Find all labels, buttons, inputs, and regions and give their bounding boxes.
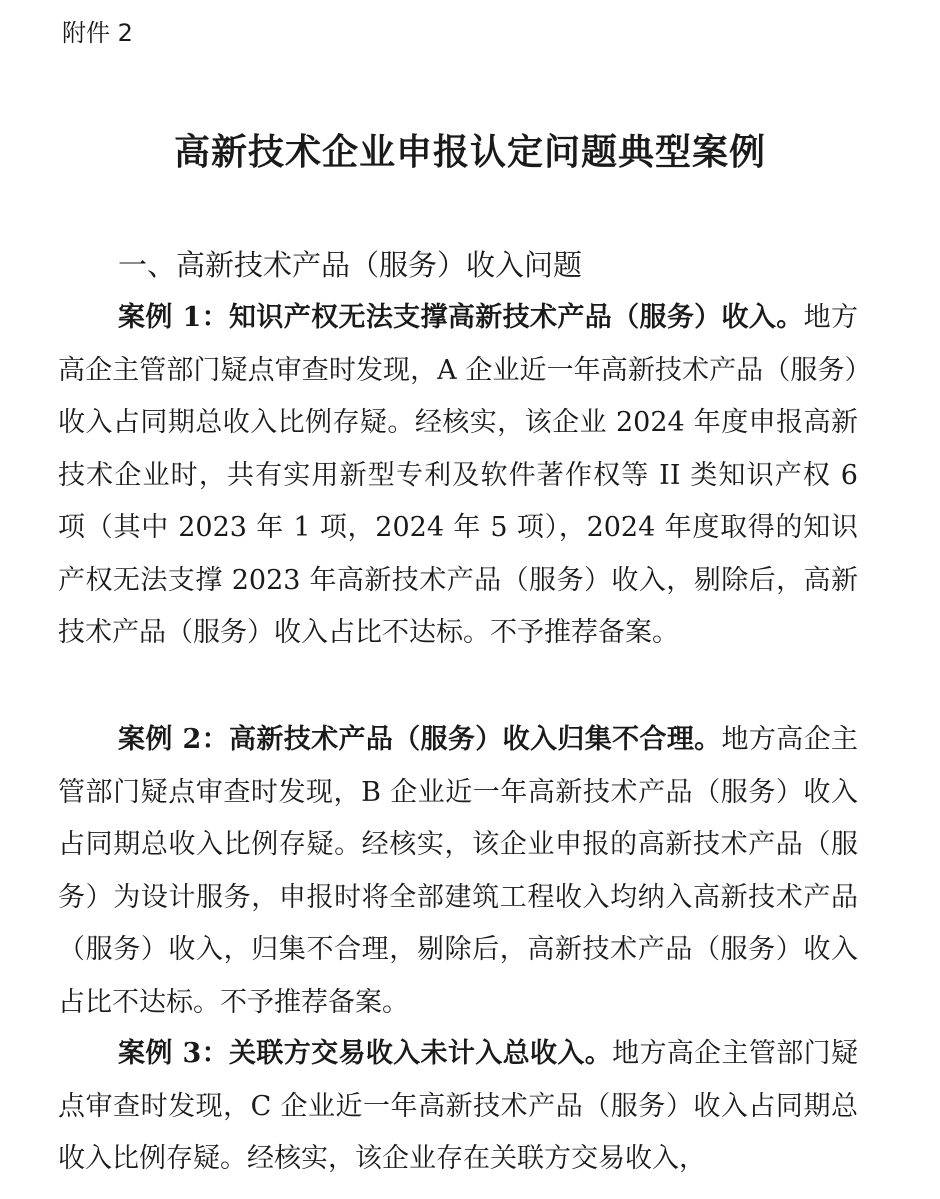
document-title: 高新技术企业申报认定问题典型案例 — [173, 131, 766, 173]
case-body: 地方高企主管部门疑点审查时发现，A 企业近一年高新技术产品（服务）收入占同期总收入比例存疑。经核实，该企业 2024 年度申报高新技术企业时，共有实用新型专利及软件著作权等 II 类知识产权 6 项（其中 2023 年 1 项，2024 年 5 项），2024 年度取得的知识产权无法支撑 2023 年高新技术产品（服务）收入，剔除后，高新技术产品（服务）收入占比不达标。不予推荐备案。 — [58, 302, 859, 648]
attachment-label: 附件 2 — [62, 19, 133, 47]
case-lead: 案例 1：知识产权无法支撑高新技术产品（服务）收入。 — [118, 302, 804, 333]
case-paragraph — [58, 1028, 858, 1186]
case-body: 地方高企主管部门疑点审查时发现，B 企业近一年高新技术产品（服务）收入占同期总收入比例存疑。经核实，该企业申报的高新技术产品（服务）为设计服务，申报时将全部建筑工程收入均纳入高新技术产品（服务）收入，归集不合理，剔除后，高新技术产品（服务）收入占比不达标。不予推荐备案。 — [58, 724, 859, 1018]
case-lead: 案例 2：高新技术产品（服务）收入归集不合理。 — [118, 724, 722, 755]
case-body: 地方高企主管部门疑点审查时发现，C 企业近一年高新技术产品（服务）收入占同期总收入比例存疑。经核实，该企业存在关联方交易收入， — [58, 1038, 859, 1174]
case-paragraph — [58, 714, 858, 1029]
case-paragraph — [58, 292, 858, 660]
section-heading: 一、高新技术产品（服务）收入问题 — [118, 248, 583, 282]
case-lead: 案例 3：关联方交易收入未计入总收入。 — [118, 1038, 613, 1069]
